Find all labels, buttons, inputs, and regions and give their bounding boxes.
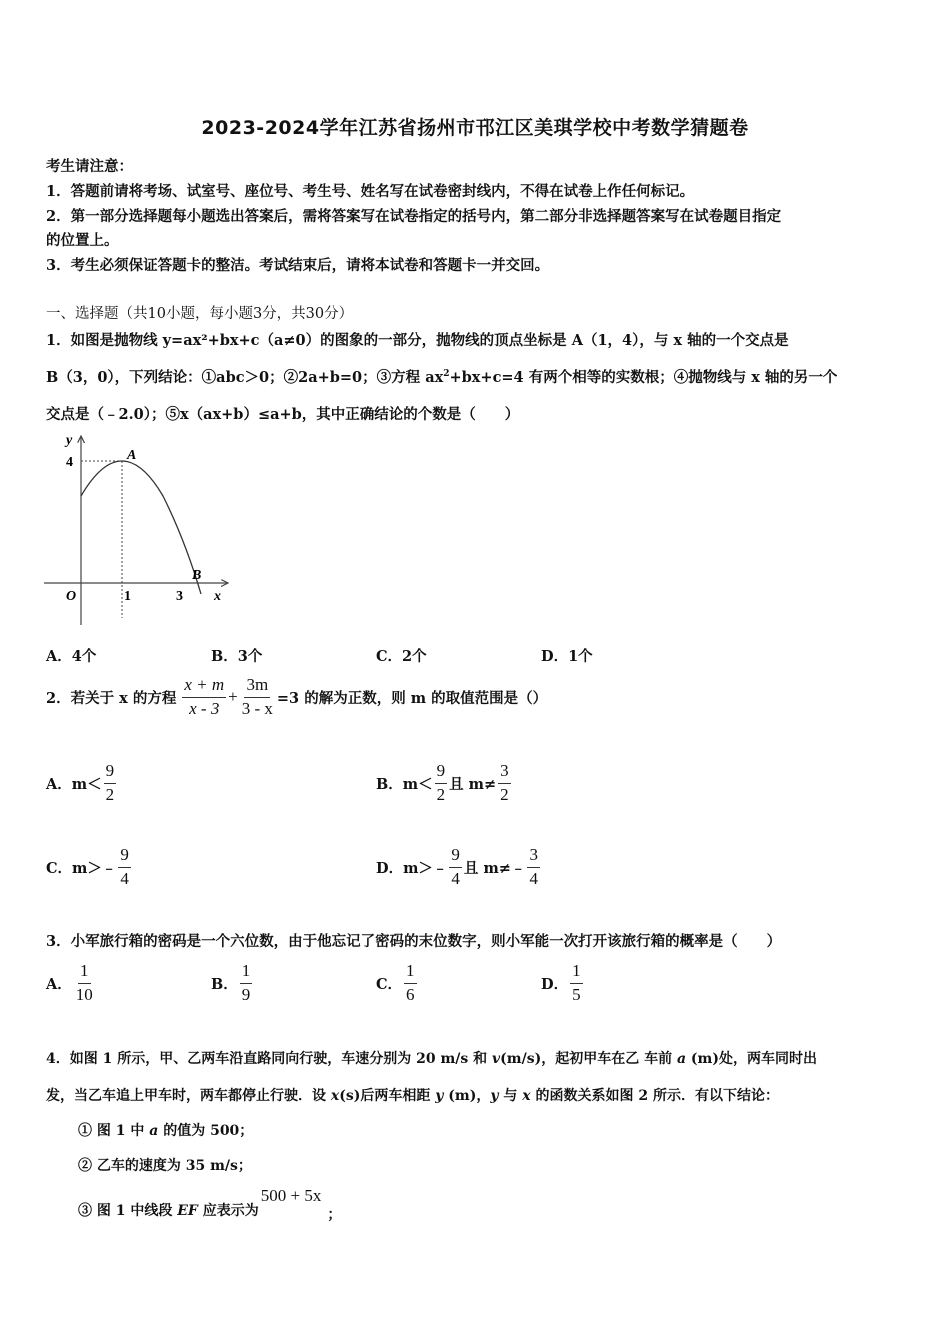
q2-option-d[interactable] [376,846,542,888]
q2-option-a-num: 9 [104,762,117,784]
q2-stem [46,676,547,718]
q2-fraction-2-num: 3m [244,676,270,698]
q3-option-a[interactable] [46,962,97,1004]
notice-item-2b: 的位置上。 [46,232,119,249]
q2-option-b[interactable] [376,762,513,804]
point-b-label: B [192,568,202,583]
q2-option-d-num-2: 3 [527,846,540,868]
q4-conclusion-3 [78,1186,342,1230]
section-heading: 一、选择题（共10小题，每小题3分，共30分） [46,306,354,322]
q2-fraction-1 [182,676,226,718]
q2-fraction-2-den: 3 - x [241,698,273,718]
q2-option-b-label: B．m＜ [376,775,433,793]
q3-stem: 3．小军旅行箱的密码是一个六位数，由于他忘记了密码的末位数字，则小军能一次打开该旅行箱的概率是（ ） [46,933,782,950]
q1-parabola-graph [40,430,240,635]
q2-option-c-num: 9 [118,846,131,868]
q1-line-2b: +bx+c=4 有两个相等的实数根；④抛物线与 x 轴的另一个 [449,369,838,386]
q4-line-2c: (m)， [443,1088,491,1104]
q3-option-b[interactable] [211,962,254,1004]
tick-label-3: 3 [176,589,183,604]
q3-option-d-num: 1 [570,962,583,984]
q3-option-a-den: 10 [75,984,93,1004]
q4-conclusion-3-var: EF [177,1203,198,1219]
q4-var-y2: y [490,1088,499,1104]
q2-option-b-den-1: 2 [436,784,446,804]
q4-conclusion-3b: 应表示为 [197,1203,259,1219]
q3-option-d-frac [570,962,583,1004]
q4-var-x2: x [522,1088,531,1104]
q4-line-2b: (s)后两车相距 [339,1088,436,1104]
page-title: 2023-2024学年江苏省扬州市邗江区美琪学校中考数学猜题卷 [201,117,749,139]
q3-option-d-label: D． [541,975,569,993]
q2-option-d-den-2: 4 [529,868,538,888]
q4-conclusion-3a: ③ 图 1 中线段 [78,1203,178,1219]
q4-var-x: x [330,1088,340,1104]
parabola-curve [81,461,201,594]
q2-option-c[interactable] [46,846,133,888]
q2-option-c-label: C．m＞﹣ [46,859,117,877]
q4-conclusion-2: ② 乙车的速度为 35 m/s； [78,1158,252,1174]
q3-option-b-frac [240,962,253,1004]
notice-item-1: 1．答题前请将考场、试室号、座位号、考生号、姓名写在试卷密封线内，不得在试卷上作任何标记。 [46,183,695,200]
q4-conclusion-1b: 的值为 500； [158,1123,254,1139]
q4-line-1c: (m)处，两车同时出 [686,1051,817,1067]
notice-heading: 考生请注意： [46,158,133,175]
q3-option-c-label: C． [376,975,403,993]
q2-option-b-num-1: 9 [435,762,448,784]
q1-option-b[interactable]: B．3个 [211,648,263,665]
q4-conclusion-1-var: a [149,1123,159,1139]
q2-option-a[interactable] [46,762,118,804]
q2-option-b-frac-1 [435,762,448,804]
q3-option-d-den: 5 [572,984,581,1004]
q4-line-2d: 与 [498,1088,523,1104]
origin-label: O [66,589,77,604]
q1-line-2-sup: 2 [443,369,450,380]
tick-label-4: 4 [66,455,73,470]
q3-option-c-den: 6 [406,984,415,1004]
q2-option-d-frac-1 [449,846,462,888]
q3-option-d[interactable] [541,962,585,1004]
q3-option-c-frac [404,962,417,1004]
q1-line-3: 交点是（﹣2.0）；⑤x（ax+b）≤a+b，其中正确结论的个数是（ ） [46,406,520,423]
tick-label-1: 1 [124,589,131,604]
q4-conclusion-3-end: ； [327,1207,342,1223]
q4-line-1a: 4．如图 1 所示，甲、乙两车沿直路同向行驶，车速分别为 20 m/s 和 [46,1051,493,1067]
q4-conclusion-3-expr: 500 + 5x [260,1186,322,1205]
q2-fraction-2 [240,676,275,718]
q2-plus: + [228,687,238,707]
q2-prefix: 2．若关于 x 的方程 [46,689,177,707]
q2-option-b-frac-2 [498,762,511,804]
q2-option-a-label: A．m＜ [46,775,102,793]
q2-option-a-frac [104,762,117,804]
q2-option-c-den: 4 [120,868,129,888]
q4-line-2a: 发，当乙车追上甲车时，两车都停止行驶．设 [46,1088,331,1104]
q3-option-a-frac [74,962,95,1004]
x-axis-label: x [214,589,221,604]
q3-option-a-num: 1 [78,962,91,984]
q2-option-c-frac [118,846,131,888]
q1-option-c[interactable]: C．2个 [376,648,427,665]
q2-option-b-den-2: 2 [500,784,509,804]
q2-fraction-1-den: x - 3 [189,698,220,718]
q2-option-a-den: 2 [105,784,115,804]
q1-line-2a: B（3，0），下列结论：①abc＞0；②2a+b=0；③方程 ax [46,369,444,386]
q4-var-y: y [435,1088,444,1104]
q4-conclusion-1a: ① 图 1 中 [78,1123,150,1139]
q4-var-v: v [492,1051,501,1067]
q3-option-c-num: 1 [404,962,417,984]
q3-option-b-label: B． [211,975,238,993]
q4-line-1 [46,1048,817,1068]
q2-suffix: =3 的解为正数，则 m 的取值范围是（） [276,689,548,707]
q3-option-c[interactable] [376,962,419,1004]
q4-line-2e: 的函数关系如图 2 所示．有以下结论： [530,1088,779,1104]
q2-option-d-frac-2 [527,846,540,888]
y-axis-label: y [66,433,73,448]
q2-option-d-label: D．m＞﹣ [376,859,448,877]
notice-item-2a: 2．第一部分选择题每小题选出答案后，需将答案写在试卷指定的括号内，第二部分非选择题答案写在试卷题目指定 [46,208,782,225]
q4-conclusion-1 [78,1120,253,1140]
q2-fraction-1-num: x + m [182,676,226,698]
q1-line-2 [46,366,837,387]
q2-option-d-mid: 且 m≠﹣ [463,859,526,877]
q4-line-2 [46,1085,779,1105]
q3-option-a-label: A． [46,975,72,993]
q3-option-b-den: 9 [241,984,251,1004]
q4-line-1b: (m/s)，起初甲车在乙 车前 [500,1051,677,1067]
q4-var-a: a [676,1051,687,1067]
point-a-label: A [127,448,137,463]
q2-option-b-num-2: 3 [498,762,511,784]
q2-option-d-num-1: 9 [449,846,462,868]
q1-option-d[interactable]: D．1个 [541,648,593,665]
q1-line-1: 1．如图是抛物线 y=ax²+bx+c（a≠0）的图象的一部分，抛物线的顶点坐标是 A（1，4），与 x 轴的一个交点是 [46,332,789,349]
notice-item-3: 3．考生必须保证答题卡的整洁。考试结束后，请将本试卷和答题卡一并交回。 [46,257,550,274]
q3-option-b-num: 1 [240,962,253,984]
q2-option-d-den-1: 4 [451,868,460,888]
q1-option-a[interactable]: A．4个 [46,648,97,665]
q2-option-b-mid: 且 m≠ [449,775,497,793]
